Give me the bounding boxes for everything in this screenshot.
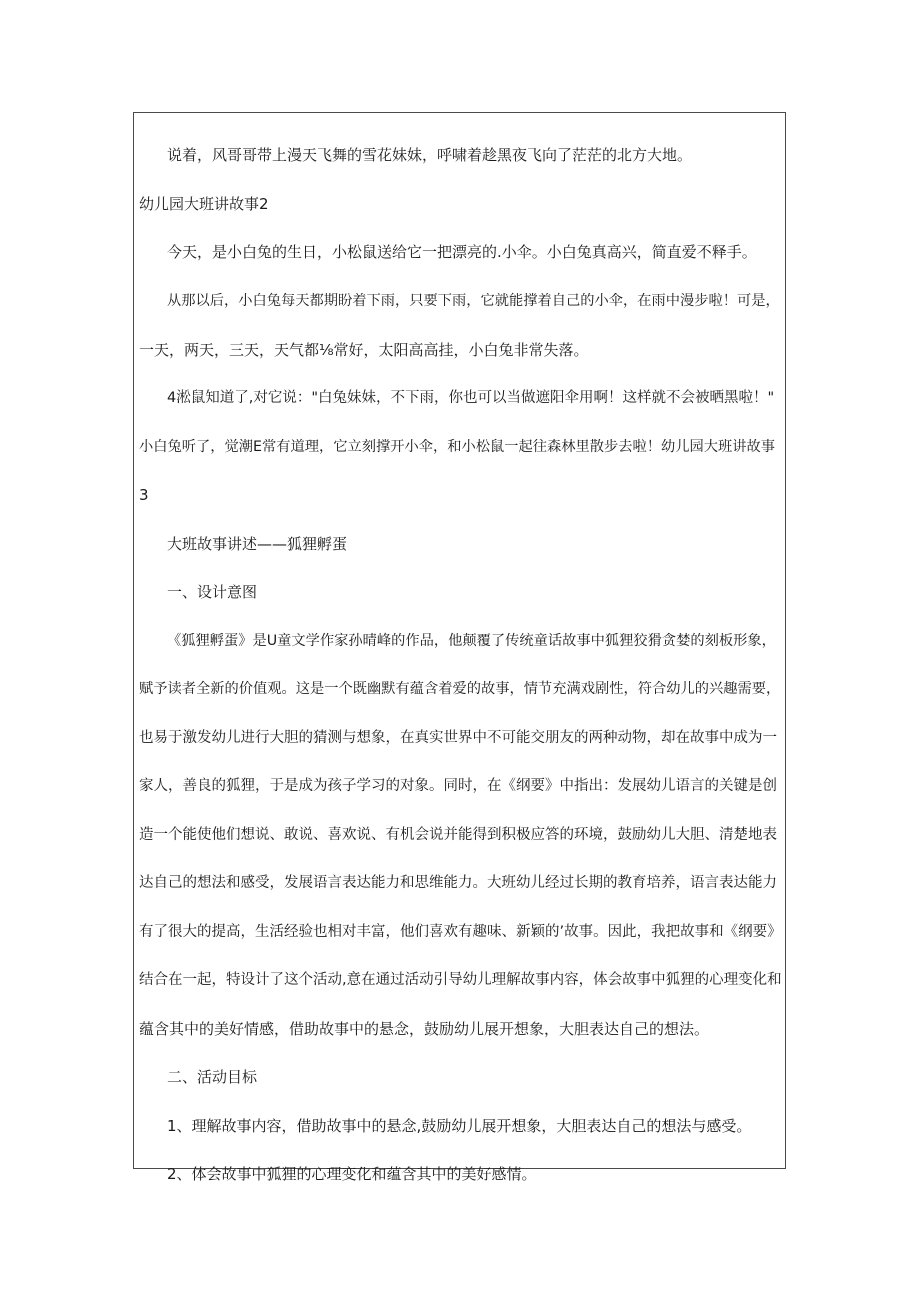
paragraph-line: 家人，善良的狐狸，于是成为孩子学习的对象。同时，在《纲要》中指出：发展幼儿语言的关键是创 — [139, 778, 777, 794]
paragraph-line: 4淞鼠知道了,对它说："白兔妹妹，不下雨，你也可以当做遮阳伞用啊！这样就不会被晒黑啦！" — [167, 390, 775, 406]
section-heading: 大班故事讲述——狐狸孵蛋 — [167, 535, 348, 553]
paragraph-line: 结合在一起，特设计了这个活动,意在通过活动引导幼儿理解故事内容，体会故事中狐狸的心理变化和 — [139, 972, 782, 988]
paragraph-line: 造一个能使他们想说、敢说、喜欢说、有机会说并能得到积极应答的环境，鼓励幼儿大胆、清楚地表 — [139, 827, 777, 843]
paragraph-line: 2、体会故事中狐狸的心理变化和蕴含其中的美好感情。 — [167, 1165, 537, 1183]
paragraph-line: 也易于激发幼儿进行大胆的猜测与想象，在真实世界中不可能交朋友的两种动物，却在故事中成为一 — [139, 730, 777, 746]
section-heading: 幼儿园大班讲故事2 — [139, 195, 269, 213]
paragraph-line: 今天，是小白兔的生日，小松鼠送给它一把漂亮的.小伞。小白兔真高兴，简直爱不释手。 — [167, 243, 757, 261]
section-heading: 二、活动目标 — [167, 1068, 258, 1086]
paragraph-line: 蕴含其中的美好情感，借助故事中的悬念，鼓励幼儿展开想象，大胆表达自己的想法。 — [139, 1020, 710, 1038]
paragraph-line: 赋予读者全新的价值观。这是一个既幽默有蕴含着爱的故事，情节充满戏剧性，符合幼儿的兴趣需要， — [139, 681, 781, 697]
paragraph-line: 达自己的想法和感受，发展语言表达能力和思维能力。大班幼儿经过长期的教育培养，语言表达能力 — [139, 875, 777, 891]
paragraph-line: 小白兔听了，觉潮E常有道理，它立刻撑开小伞，和小松鼠一起往森林里散步去啦！幼儿园大班讲故事 — [139, 439, 776, 455]
paragraph-line: 1、理解故事内容，借助故事中的悬念,鼓励幼儿展开想象，大胆表达自己的想法与感受。 — [167, 1117, 752, 1135]
paragraph-line: 说着，风哥哥带上漫天飞舞的雪花妹妹，呼啸着趁黑夜飞向了茫茫的北方大地。 — [167, 146, 693, 164]
page-frame — [133, 112, 786, 1183]
paragraph-line: 一天，两天，三天，天气都⅛常好，太阳高高挂，小白兔非常失落。 — [139, 341, 589, 359]
paragraph-line: 《狐狸孵蛋》是U童文学作家孙晴峰的作品，他颠覆了传统童话故事中狐狸狡猾贪婪的刻板形象， — [167, 633, 776, 649]
paragraph-line: 有了很大的提高，生活经验也相对丰富，他们喜欢有趣味、新颖的’故事。因此，我把故事和《纲要》 — [139, 924, 782, 940]
section-heading: 一、设计意图 — [167, 583, 258, 601]
paragraph-line: 3 — [139, 486, 149, 504]
paragraph-line: 从那以后，小白兔每天都期盼着下雨，只要下雨，它就能撑着自己的小伞，在雨中漫步啦！可是， — [167, 293, 780, 309]
